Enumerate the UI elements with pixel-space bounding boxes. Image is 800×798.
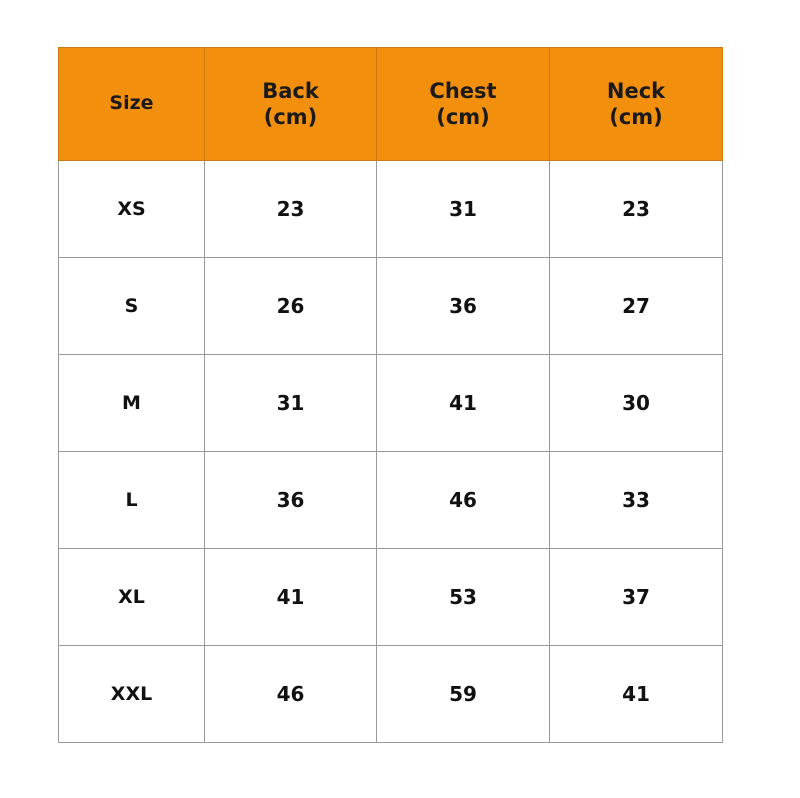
cell-chest: 41: [377, 355, 550, 452]
cell-size: XXL: [59, 646, 205, 743]
cell-neck: 27: [550, 258, 723, 355]
table-row: [59, 452, 723, 549]
cell-neck: 37: [550, 549, 723, 646]
cell-chest: 31: [377, 161, 550, 258]
column-header-neck: [550, 48, 723, 161]
cell-chest: 36: [377, 258, 550, 355]
cell-size: XL: [59, 549, 205, 646]
size-chart-table-wrapper: [58, 47, 722, 743]
cell-back: 46: [205, 646, 377, 743]
table-row: [59, 355, 723, 452]
cell-neck: 33: [550, 452, 723, 549]
column-header-chest-label: Chest: [429, 78, 497, 103]
cell-back: 31: [205, 355, 377, 452]
cell-back: 41: [205, 549, 377, 646]
column-header-back: [205, 48, 377, 161]
cell-chest: 53: [377, 549, 550, 646]
cell-size: S: [59, 258, 205, 355]
cell-neck: 30: [550, 355, 723, 452]
column-header-neck-unit: (cm): [609, 105, 663, 129]
column-header-back-unit: (cm): [263, 105, 318, 129]
table-row: [59, 549, 723, 646]
cell-size: L: [59, 452, 205, 549]
table-row: [59, 646, 723, 743]
column-header-chest: [377, 48, 550, 161]
cell-neck: 23: [550, 161, 723, 258]
table-row: [59, 258, 723, 355]
cell-neck: 41: [550, 646, 723, 743]
cell-back: 23: [205, 161, 377, 258]
column-header-size-label: Size: [109, 92, 154, 115]
cell-back: 36: [205, 452, 377, 549]
column-header-chest-unit: (cm): [436, 105, 490, 129]
column-header-back-label: Back: [262, 78, 319, 103]
cell-size: M: [59, 355, 205, 452]
cell-chest: 59: [377, 646, 550, 743]
table-body: [59, 161, 723, 743]
column-header-neck-label: Neck: [606, 78, 666, 103]
table-row: [59, 161, 723, 258]
cell-back: 26: [205, 258, 377, 355]
table-header-row: [59, 48, 723, 161]
size-chart-table: [58, 47, 723, 743]
cell-size: XS: [59, 161, 205, 258]
table-header: [59, 48, 723, 161]
column-header-size: [59, 48, 205, 161]
cell-chest: 46: [377, 452, 550, 549]
